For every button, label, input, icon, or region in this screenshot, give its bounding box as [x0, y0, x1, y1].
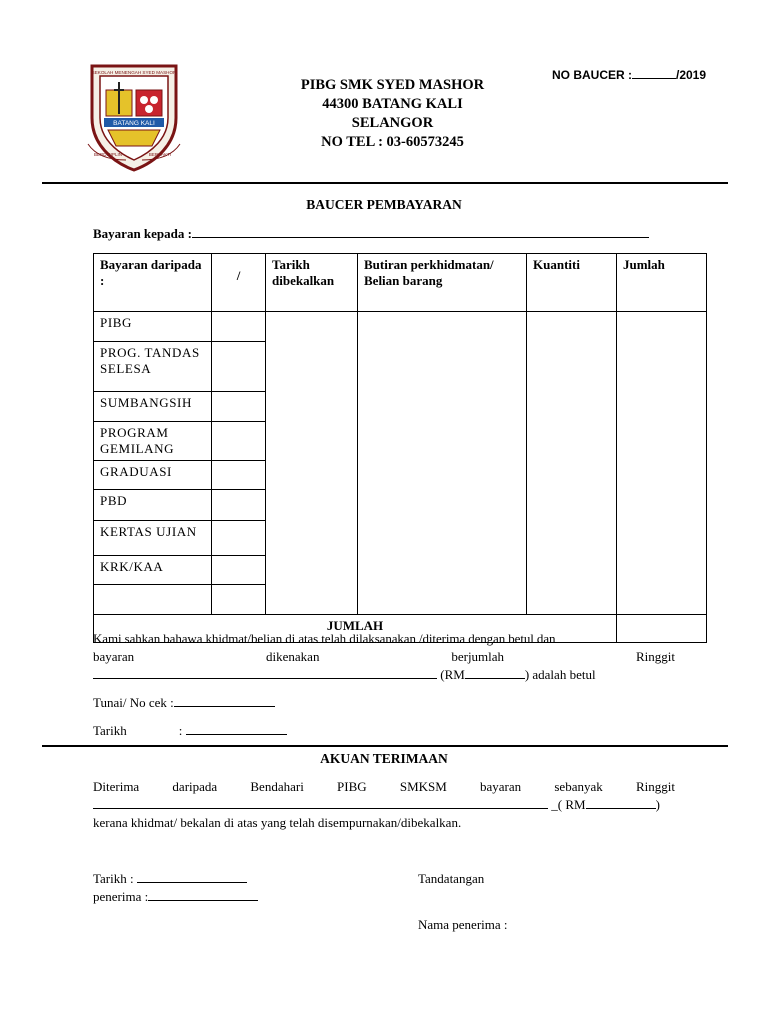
- cash-cheque-label: Tunai/ No cek :: [93, 695, 174, 710]
- receipt-line-2: [93, 796, 675, 814]
- total-label: JUMLAH: [94, 615, 617, 643]
- receipt-title: AKUAN TERIMAAN: [320, 751, 448, 766]
- source-check-cell[interactable]: [212, 392, 266, 422]
- rm-suffix: ) adalah betul: [524, 667, 596, 682]
- word-bayaran: bayaran: [93, 649, 135, 664]
- source-check-cell[interactable]: [212, 312, 266, 342]
- source-check-cell[interactable]: [212, 342, 266, 392]
- school-phone: NO TEL : 03-60573245: [321, 134, 464, 150]
- voucher-date-row: [93, 722, 287, 740]
- voucher-number-year: /2019: [676, 68, 707, 82]
- confirmation-line-1: Kami sahkan bahawa khidmat/belian di atas telah dilaksanakan /diterima dengan betul dan: [93, 631, 556, 646]
- date-supplied-cell[interactable]: [266, 312, 358, 615]
- word-berjumlah: berjumlah: [451, 649, 505, 664]
- receipt-date-blank[interactable]: [137, 870, 247, 883]
- voucher-number-blank[interactable]: [632, 68, 676, 79]
- recipient-label: penerima :: [93, 889, 149, 904]
- cash-cheque-blank[interactable]: [174, 694, 275, 707]
- word-ringgit: Ringgit: [635, 649, 675, 664]
- voucher-date-label: Tarikh: [93, 723, 127, 738]
- confirmation-line-3: [93, 666, 675, 684]
- receipt-amount-words-blank[interactable]: [93, 796, 548, 809]
- word-ringgit: Ringgit: [635, 779, 675, 794]
- table-header-row: [94, 254, 707, 312]
- header-check-column: /: [212, 254, 266, 312]
- source-label: KERTAS UJIAN: [94, 521, 212, 556]
- source-label: SUMBANGSIH: [94, 392, 212, 422]
- header-divider: [42, 182, 728, 184]
- voucher-number: [552, 68, 706, 82]
- source-check-cell[interactable]: [212, 422, 266, 461]
- receipt-line-3: kerana khidmat/ bekalan di atas yang telah disempurnakan/dibekalkan.: [93, 815, 462, 830]
- word-sebanyak: sebanyak: [554, 779, 603, 794]
- source-check-cell[interactable]: [212, 521, 266, 556]
- source-label: KRK/KAA: [94, 556, 212, 585]
- source-label: PROGRAM GEMILANG: [94, 422, 212, 461]
- table-row: [94, 312, 707, 342]
- signature-label: Tandatangan: [418, 871, 485, 886]
- receipt-date-row: [93, 870, 247, 888]
- crest-banner-text: BATANG KALI: [113, 120, 155, 127]
- crest-motto-right: BERBAKTI: [148, 152, 172, 157]
- confirmation-line-2: [93, 648, 675, 666]
- header-date-supplied: Tarikh dibekalkan: [266, 254, 358, 312]
- receipt-rm-suffix: ): [655, 797, 660, 812]
- recipient-row: [93, 888, 258, 906]
- school-header: [260, 76, 525, 152]
- confirmation-block: [93, 630, 675, 684]
- rm-amount-blank[interactable]: [465, 666, 525, 679]
- source-label: PIBG: [94, 312, 212, 342]
- school-state: SELANGOR: [351, 115, 434, 131]
- word-daripada: daripada: [172, 779, 218, 794]
- word-smksm: SMKSM: [399, 779, 447, 794]
- voucher-number-label: NO BAUCER :: [552, 68, 632, 82]
- pay-to-blank[interactable]: [192, 225, 649, 238]
- school-crest-logo: [86, 60, 182, 172]
- rm-prefix: (RM: [440, 667, 465, 682]
- service-details-cell[interactable]: [358, 312, 527, 615]
- recipient-blank[interactable]: [148, 888, 258, 901]
- source-check-cell[interactable]: [212, 490, 266, 521]
- word-diterima: Diterima: [93, 779, 140, 794]
- source-check-cell[interactable]: [212, 585, 266, 615]
- school-name: PIBG SMK SYED MASHOR: [300, 77, 485, 93]
- amount-words-blank[interactable]: [93, 666, 437, 679]
- source-label: PBD: [94, 490, 212, 521]
- source-label: GRADUASI: [94, 461, 212, 490]
- receipt-rm-amount-blank[interactable]: [586, 796, 656, 809]
- cash-cheque-row: [93, 694, 275, 712]
- source-label: PROG. TANDAS SELESA: [94, 342, 212, 392]
- word-bayaran: bayaran: [480, 779, 522, 794]
- pay-to-row: [93, 225, 649, 242]
- word-bendahari: Bendahari: [250, 779, 304, 794]
- voucher-date-colon: :: [178, 723, 183, 738]
- header-payment-from: Bayaran daripada :: [94, 254, 212, 312]
- receipt-date-label: Tarikh :: [93, 871, 134, 886]
- quantity-cell[interactable]: [527, 312, 617, 615]
- recipient-name-label: Nama penerima :: [418, 917, 508, 932]
- source-check-cell[interactable]: [212, 556, 266, 585]
- crest-motto-left: BERDISIPLIN: [93, 152, 123, 157]
- amount-cell[interactable]: [617, 312, 707, 615]
- crest-top-text: SEKOLAH MENENGAH SYED MASHOR: [91, 70, 177, 75]
- word-pibg: PIBG: [337, 779, 367, 794]
- voucher-date-blank[interactable]: [186, 722, 287, 735]
- receipt-block: [93, 778, 675, 832]
- header-quantity: Kuantiti: [527, 254, 617, 312]
- receipt-line-1: [93, 778, 675, 796]
- source-check-cell[interactable]: [212, 461, 266, 490]
- header-service-details: Butiran perkhidmatan/ Belian barang: [358, 254, 527, 312]
- receipt-divider: [42, 745, 728, 747]
- payment-table: [93, 253, 707, 643]
- school-postcode-town: 44300 BATANG KALI: [322, 96, 463, 112]
- source-label: [94, 585, 212, 615]
- receipt-rm-prefix: _( RM: [551, 797, 586, 812]
- pay-to-label: Bayaran kepada :: [93, 226, 192, 241]
- header-amount: Jumlah: [617, 254, 707, 312]
- word-dikenakan: dikenakan: [266, 649, 320, 664]
- voucher-title: BAUCER PEMBAYARAN: [306, 197, 462, 212]
